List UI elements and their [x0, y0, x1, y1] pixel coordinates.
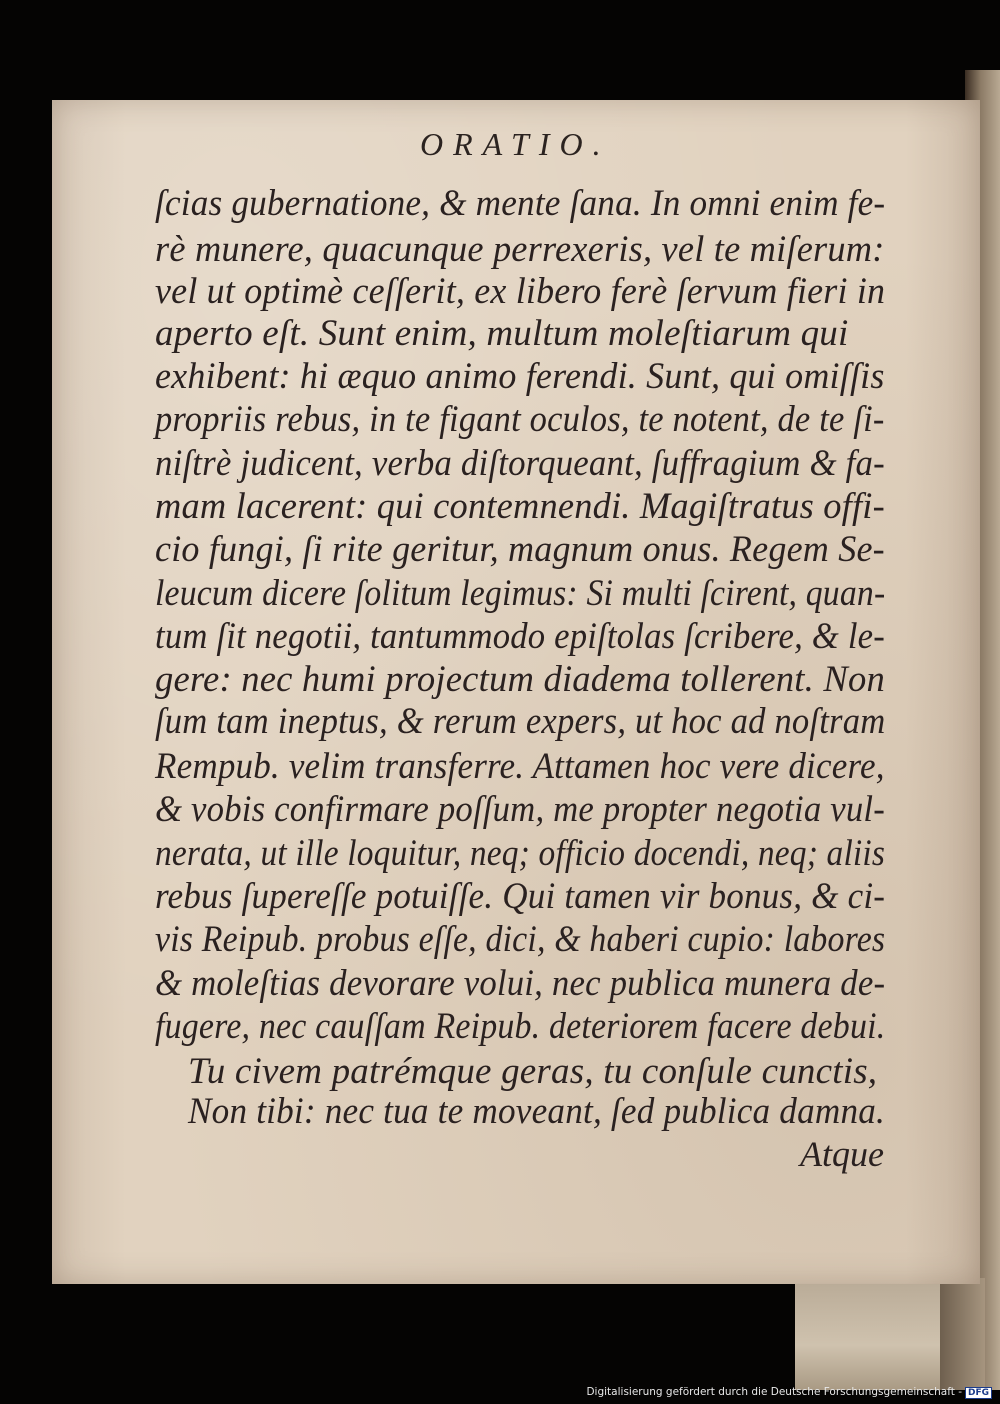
text-line: cio fungi, ſi rite geritur, magnum onus. Regem Se- [155, 529, 885, 570]
text-line: exhibent: hi æquo animo ferendi. Sunt, qui omiſſis [155, 356, 885, 397]
text-line: Rempub. velim transferre. Attamen hoc vere dicere, [155, 746, 885, 787]
text-line: fugere, nec cauſſam Reipub. deteriorem facere debui. [155, 1006, 886, 1047]
text-line: vis Reipub. probus eſſe, dici, & haberi cupio: labores [155, 919, 886, 960]
text-line: propriis rebus, in te figant oculos, te notent, de te ſi- [155, 399, 885, 440]
text-line: niſtrè judicent, verba diſtorqueant, ſuffragium & fa- [155, 443, 885, 484]
digitization-credit [572, 1386, 992, 1399]
catchword: Atque [800, 1134, 884, 1174]
text-line: & vobis confirmare poſſum, me propter negotia vul- [155, 789, 885, 830]
text-line: aperto eſt. Sunt enim, multum moleſtiarum qui [155, 313, 849, 354]
running-head: ORATIO. [420, 126, 611, 162]
text-line: ſcias gubernatione, & mente ſana. In omni enim fe- [155, 183, 886, 224]
dfg-logo: DFG [965, 1387, 992, 1399]
text-line: rè munere, quacunque perrexeris, vel te miſerum: [155, 229, 885, 270]
text-line: tum ſit negotii, tantummodo epiſtolas ſcribere, & le- [155, 616, 885, 657]
underlying-leaf-edge [940, 1278, 985, 1390]
credit-text: Digitalisierung gefördert durch die Deutsche Forschungsgemeinschaft - [586, 1386, 962, 1398]
verse-line: Tu civem patrémque geras, tu conſule cunctis, [188, 1051, 878, 1092]
text-line: leucum dicere ſolitum legimus: Si multi ſcirent, quan- [155, 573, 886, 614]
verse-line: Non tibi: nec tua te moveant, ſed publica damna. [188, 1091, 886, 1132]
text-line: ſum tam ineptus, & rerum expers, ut hoc ad noſtram [155, 701, 886, 742]
text-line: vel ut optimè ceſſerit, ex libero ferè ſervum fieri in [155, 271, 886, 312]
text-line: gere: nec humi projectum diadema tollerent. Non [155, 659, 885, 700]
text-line: mam lacerent: qui contemnendi. Magiſtratus offi- [155, 486, 885, 527]
text-line: rebus ſupereſſe potuiſſe. Qui tamen vir bonus, & ci- [155, 876, 886, 917]
text-line: nerata, ut ille loquitur, neq; officio docendi, neq; aliis [155, 833, 886, 874]
text-line: & moleſtias devorare volui, nec publica munera de- [155, 963, 886, 1004]
